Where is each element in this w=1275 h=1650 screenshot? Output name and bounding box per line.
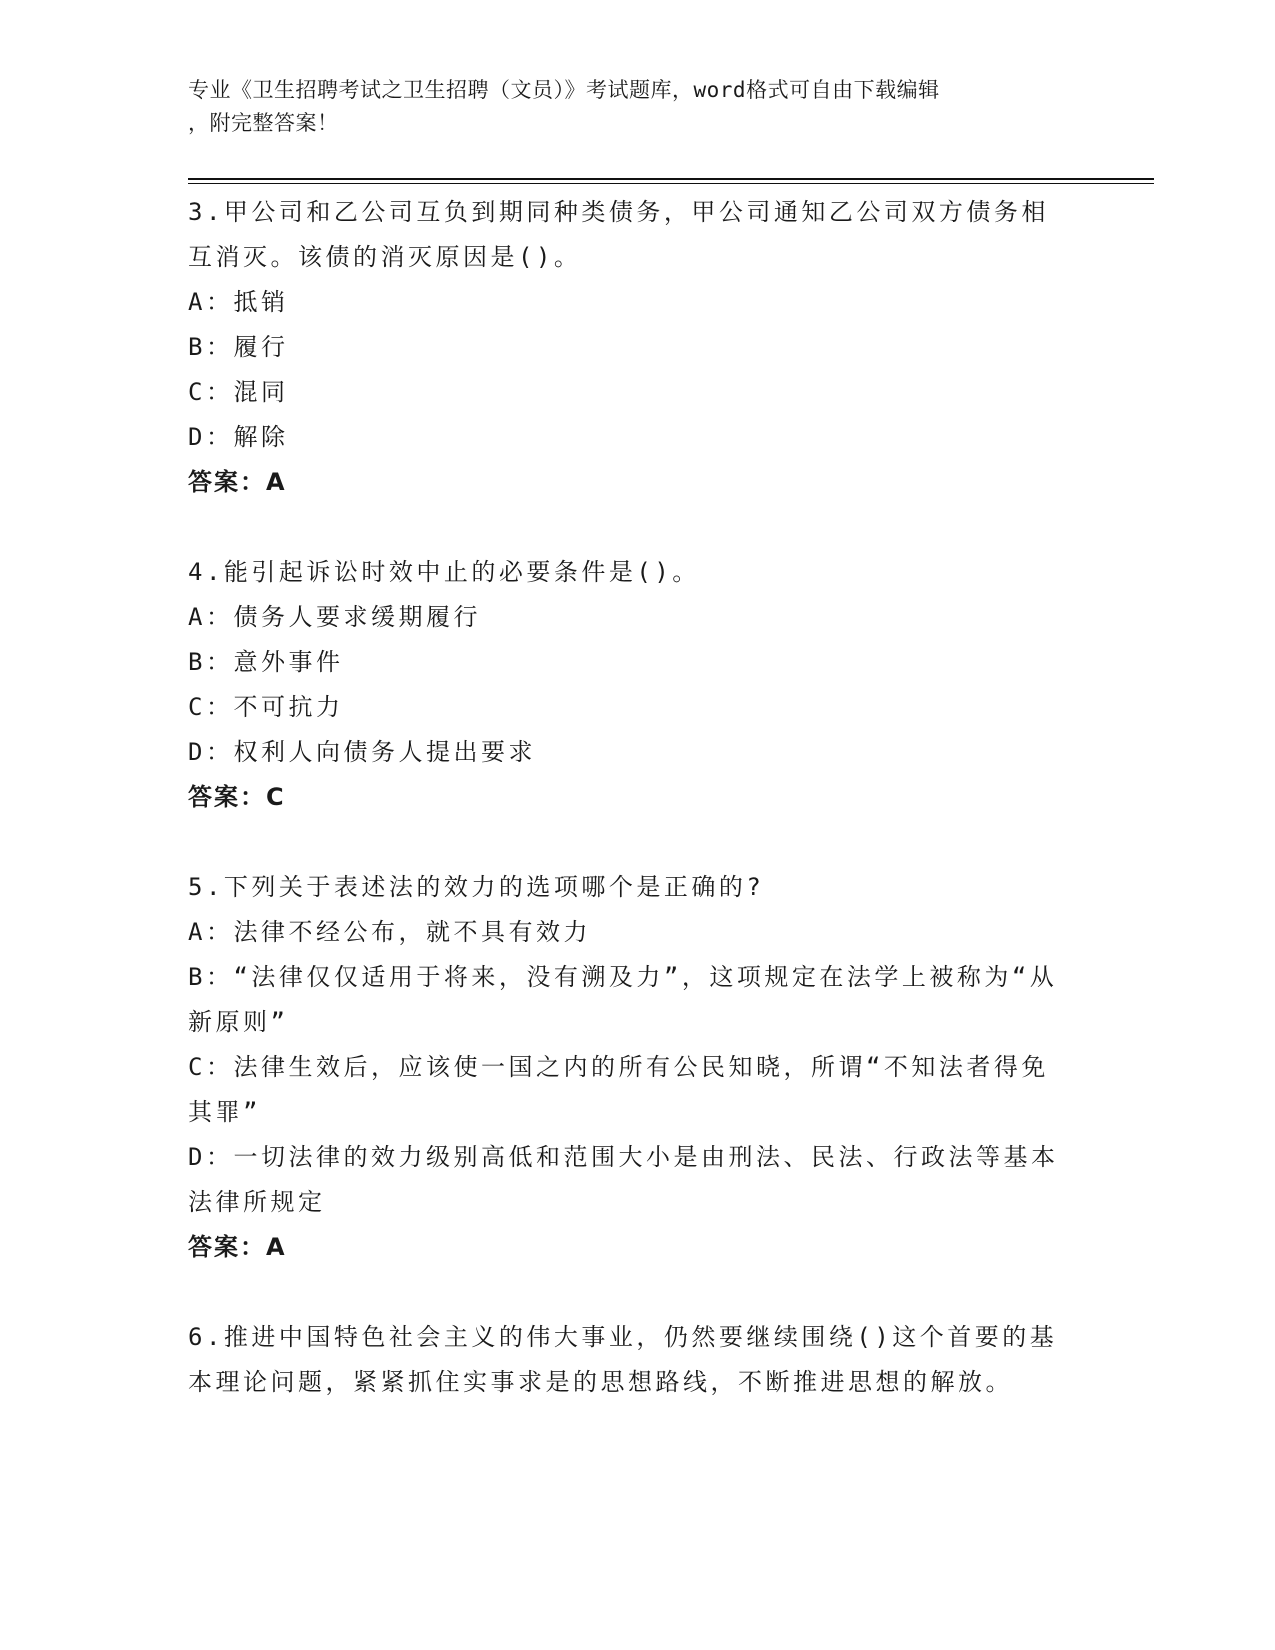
header-line-1: 专业《卫生招聘考试之卫生招聘（文员）》考试题库，word格式可自由下载编辑 xyxy=(188,78,940,102)
question-4 xyxy=(188,550,1068,820)
answer: 答案：C xyxy=(188,783,286,811)
option-c: C：不可抗力 xyxy=(188,693,344,721)
option-b: B：意外事件 xyxy=(188,648,344,676)
option-a: A：法律不经公布，就不具有效力 xyxy=(188,918,591,946)
question-stem: 3.甲公司和乙公司互负到期同种类债务，甲公司通知乙公司双方债务相互消灭。该债的消灭原因是()。 xyxy=(188,198,1049,271)
header-line-2: ，附完整答案！ xyxy=(188,111,339,135)
header-divider-thin xyxy=(188,183,1154,184)
question-stem: 5.下列关于表述法的效力的选项哪个是正确的? xyxy=(188,873,765,901)
question-6 xyxy=(188,1315,1068,1405)
question-stem: 6.推进中国特色社会主义的伟大事业，仍然要继续围绕()这个首要的基本理论问题，紧紧抓住实事求是的思想路线，不断推进思想的解放。 xyxy=(188,1323,1058,1396)
document-header xyxy=(188,74,1068,140)
option-d: D：解除 xyxy=(188,423,289,451)
question-5 xyxy=(188,865,1068,1270)
answer: 答案：A xyxy=(188,468,287,496)
answer: 答案：A xyxy=(188,1233,287,1261)
question-3 xyxy=(188,190,1068,505)
option-b: B：“法律仅仅适用于将来，没有溯及力”，这项规定在法学上被称为“从新原则” xyxy=(188,963,1058,1036)
question-stem: 4.能引起诉讼时效中止的必要条件是()。 xyxy=(188,558,700,586)
header-divider-thick xyxy=(188,178,1154,180)
option-c: C：混同 xyxy=(188,378,289,406)
option-c: C：法律生效后，应该使一国之内的所有公民知晓，所谓“不知法者得免其罪” xyxy=(188,1053,1049,1126)
option-a: A：债务人要求缓期履行 xyxy=(188,603,481,631)
option-d: D：权利人向债务人提出要求 xyxy=(188,738,536,766)
option-a: A：抵销 xyxy=(188,288,289,316)
question-list xyxy=(188,190,1068,1450)
option-b: B：履行 xyxy=(188,333,289,361)
option-d: D：一切法律的效力级别高低和范围大小是由刑法、民法、行政法等基本法律所规定 xyxy=(188,1143,1059,1216)
